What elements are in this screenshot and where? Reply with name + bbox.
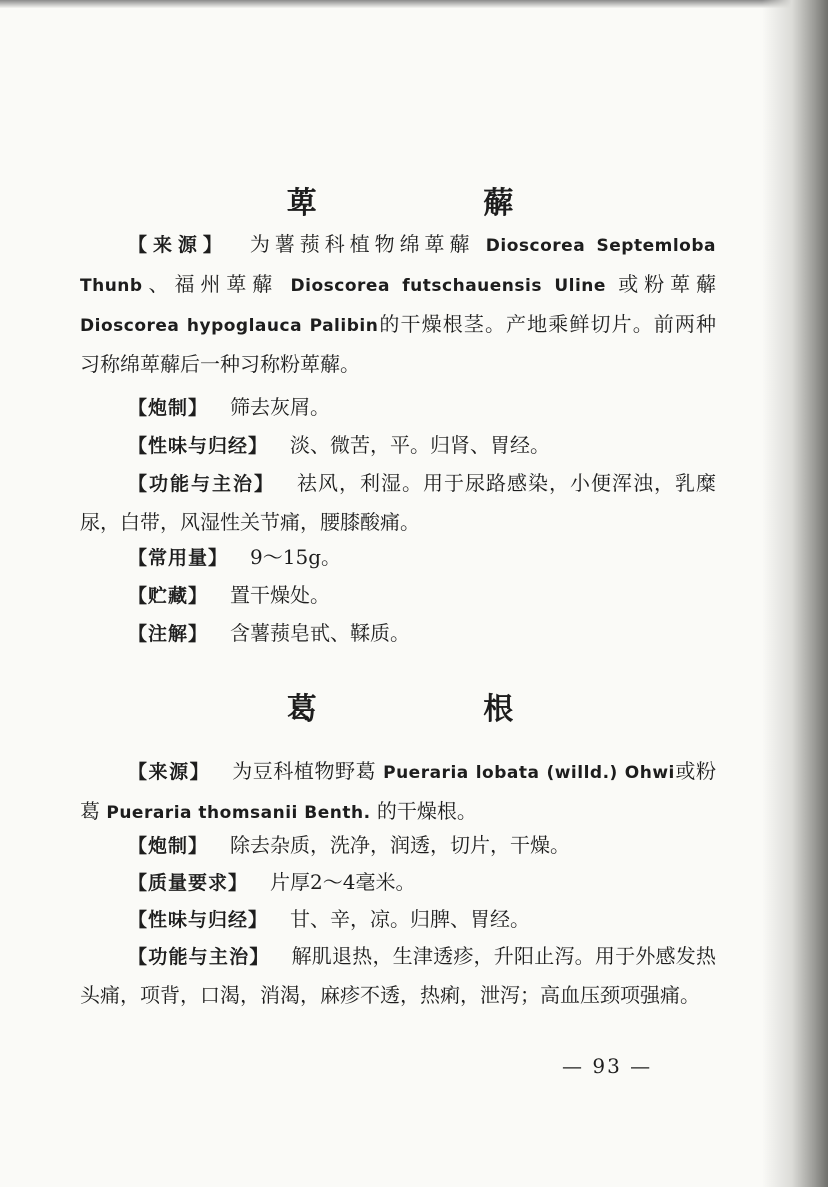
page-edge-shadow — [0, 0, 828, 8]
entry-text: 的干燥根。 — [370, 799, 477, 823]
entry-text: 筛去灰屑。 — [230, 395, 331, 419]
latin-name: Dioscorea futschauensis Uline — [290, 276, 606, 296]
book-binding-shadow — [762, 0, 828, 1187]
entry-tag: 【贮藏】 — [128, 585, 209, 607]
entry-processing-gegen — [80, 826, 716, 865]
latin-name: Dioscorea hypoglauca Palibin — [80, 316, 379, 336]
entry-tag: 【注解】 — [128, 623, 209, 645]
entry-text: 含薯蓣皂甙、鞣质。 — [230, 621, 411, 645]
entry-text: 的干燥根茎。产地乘鲜切片。前两种习称绵萆薢后一种习称粉萆薢。 — [80, 312, 717, 376]
entry-tag: 【性味与归经】 — [128, 435, 269, 457]
entry-text: 除去杂质，洗净，润透，切片，干燥。 — [230, 833, 571, 857]
entry-text: 或粉葛 — [80, 759, 716, 823]
section-title-gegen: 葛 根 — [286, 692, 592, 727]
entry-tag: 【来源】 — [128, 234, 228, 256]
page-number: — 93 — — [562, 1054, 653, 1078]
entry-nature-gegen — [80, 900, 716, 939]
entry-storage-bixie — [80, 576, 716, 615]
entry-text: 为豆科植物野葛 — [232, 759, 384, 783]
entry-text: 为薯蓣科植物绵萆薢 — [249, 232, 486, 256]
entry-function-bixie — [80, 464, 716, 541]
entry-tag: 【功能与主治】 — [128, 473, 275, 495]
entry-tag: 【性味与归经】 — [128, 909, 269, 931]
entry-nature-bixie — [80, 426, 716, 465]
entry-source-gegen — [80, 752, 716, 832]
latin-name: Pueraria lobata (willd.) Ohwi — [383, 763, 675, 783]
entry-text: 福州萆薢 — [174, 272, 291, 296]
entry-tag: 【炮制】 — [128, 835, 209, 857]
entry-text: 祛风，利湿。用于尿路感染，小便浑浊，乳糜尿，白带，风湿性关节痛，腰膝酸痛。 — [80, 471, 716, 534]
section-title-bixie: 萆 薢 — [286, 186, 592, 221]
entry-text: 甘、辛，凉。归脾、胃经。 — [290, 907, 531, 931]
entry-tag: 【炮制】 — [128, 397, 209, 419]
entry-source-bixie — [80, 225, 716, 383]
entry-text: 淡、微苦，平。归肾、胃经。 — [290, 433, 551, 457]
entry-tag: 【质量要求】 — [128, 872, 249, 894]
entry-text: 置干燥处。 — [230, 583, 331, 607]
entry-text: 或粉萆薢 — [605, 272, 717, 296]
entry-text: 解肌退热，生津透疹，升阳止泻。用于外感发热头痛，项背，口渴，消渴，麻疹不透，热痢，泄泻；高血压颈项强痛。 — [80, 944, 716, 1007]
latin-name: Pueraria thomsanii Benth. — [106, 803, 371, 823]
entry-notes-bixie — [80, 614, 716, 653]
entry-quality-gegen — [80, 863, 716, 902]
entry-text: 、 — [142, 272, 175, 296]
entry-text: 片厚2～4毫米。 — [270, 870, 416, 894]
latin-name: Dioscorea Septemloba Thunb — [80, 236, 716, 296]
entry-function-gegen — [80, 937, 716, 1014]
entry-dosage-bixie — [80, 538, 716, 577]
entry-text: 9～15g。 — [250, 545, 341, 569]
entry-tag: 【功能与主治】 — [128, 946, 270, 968]
entry-tag: 【来源】 — [128, 761, 211, 783]
entry-tag: 【常用量】 — [128, 547, 229, 569]
entry-processing-bixie — [80, 388, 716, 427]
